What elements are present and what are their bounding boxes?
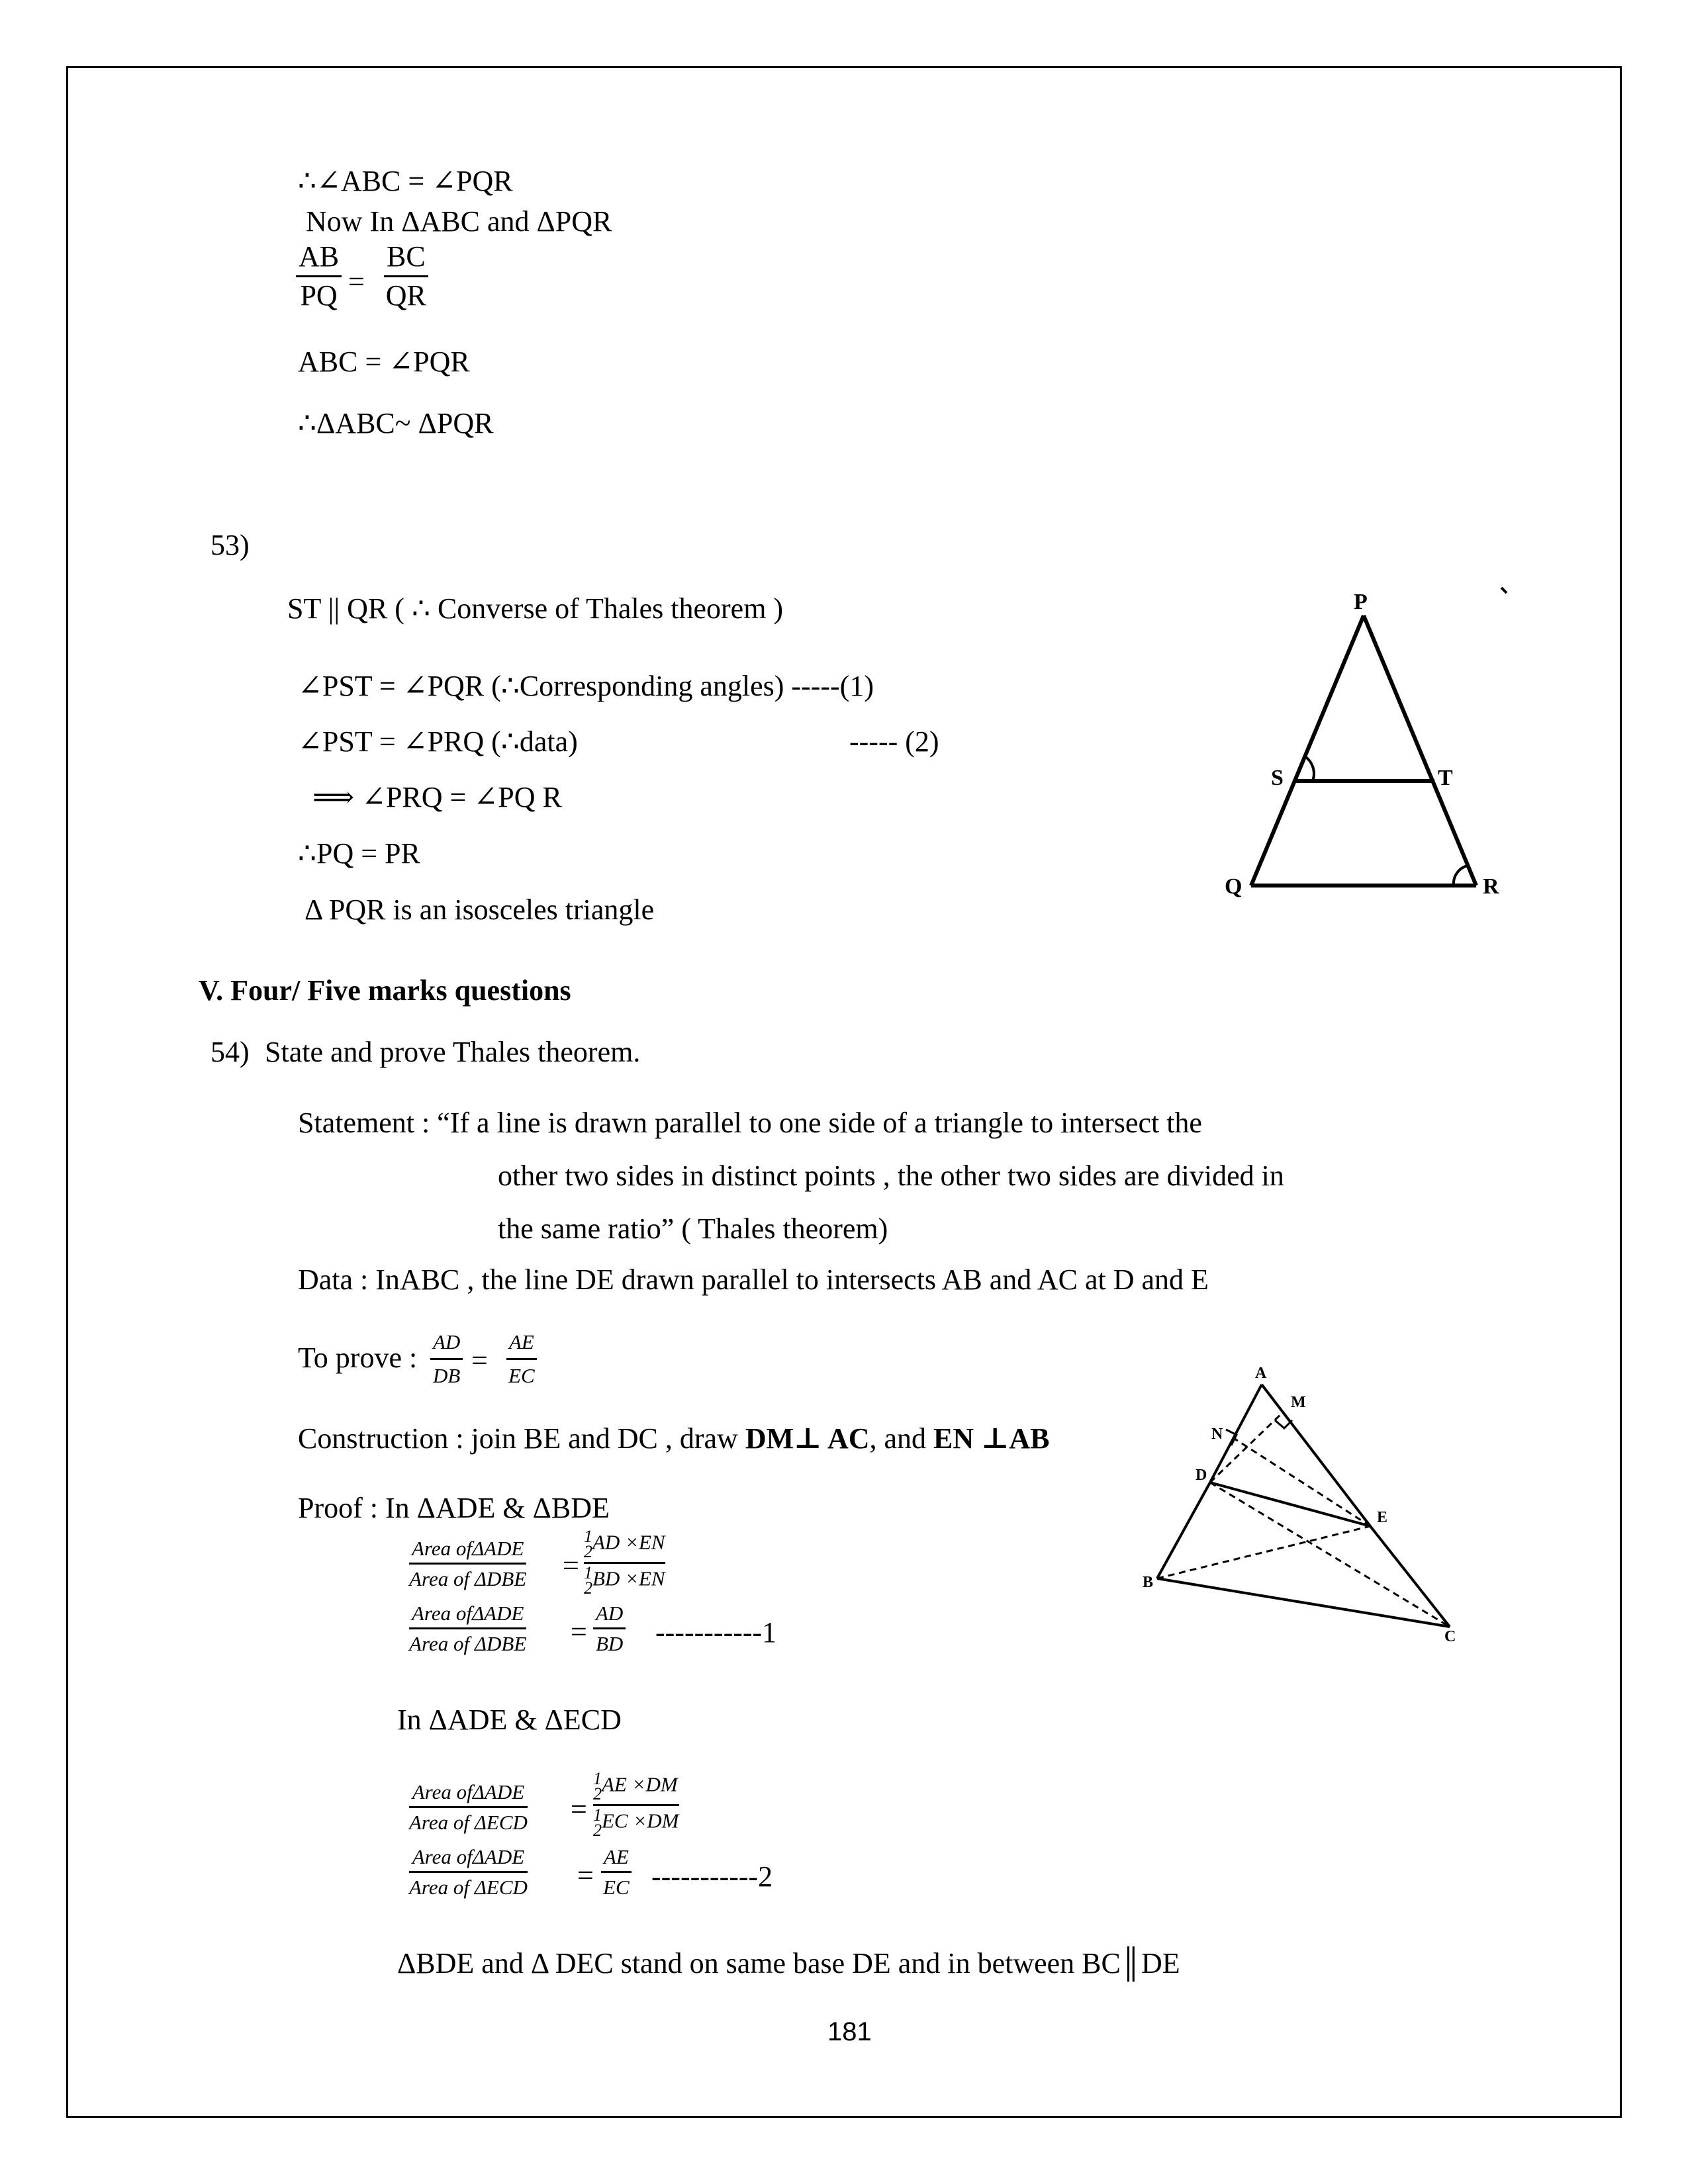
q54-title: State and prove Thales theorem. (265, 1036, 641, 1068)
segment-de (1210, 1482, 1370, 1526)
segment-db (1157, 1482, 1210, 1578)
p2-equals: = (571, 1615, 587, 1648)
right-angle-m (1275, 1420, 1292, 1428)
label-r: R (1483, 874, 1499, 899)
label-m: M (1291, 1394, 1306, 1411)
page-number: 181 (827, 2017, 872, 2046)
p2-left-frac: Area ofΔADE Area of ΔDBE (409, 1602, 527, 1655)
statement-line-1: Statement : “If a line is drawn parallel to one side of a triangle to intersect the (298, 1107, 1202, 1139)
to-prove-frac-2: $\frac{AE}{EC}$ (506, 1330, 537, 1388)
equals-sign: = (348, 265, 365, 298)
triangle-pqr-figure (1205, 582, 1523, 907)
label-t: T (1438, 766, 1453, 790)
fraction-bc-qr: $\frac{BC}{QR}$ (384, 242, 428, 310)
segment-ae (1262, 1385, 1370, 1526)
label-b: B (1143, 1574, 1154, 1591)
angle-r-arc (1454, 866, 1468, 886)
label-s: S (1271, 766, 1284, 790)
fraction-ab-pq: $\frac{AB}{PQ}$ (296, 242, 342, 310)
p1-equals: = (563, 1549, 579, 1582)
label-d: D (1196, 1467, 1207, 1484)
statement-line-2: other two sides in distinct points , the other two sides are divided in (498, 1160, 1284, 1192)
dashed-en (1233, 1437, 1370, 1526)
dashed-be (1157, 1526, 1370, 1578)
label-p: P (1354, 590, 1368, 614)
to-prove-label: To prove : (298, 1342, 418, 1374)
to-prove-frac-1: $\frac{AD}{DB}$ (430, 1330, 463, 1388)
p4-tag: -----------2 (651, 1860, 773, 1893)
line-abc-pqr: ABC = ∠PQR (298, 345, 470, 378)
p3-equals: = (571, 1793, 587, 1825)
to-prove-equals: = (471, 1344, 488, 1377)
p3-right-frac: 1 2AE ×DM 1 2EC ×DM (593, 1769, 679, 1841)
p2-tag: -----------1 (655, 1616, 777, 1649)
line-angle-abc: ∴∠ABC = ∠PQR (298, 165, 513, 197)
question-53-number: 53) (211, 529, 250, 561)
p4-equals: = (577, 1859, 594, 1891)
construction-line: Construction : join BE and DC , draw DM⊥ AC, and EN ⊥AB (298, 1422, 1050, 1455)
p1-right-frac: 1 2AD ×EN 1 2BD ×EN (584, 1527, 665, 1598)
section-heading: V. Four/ Five marks questions (199, 974, 571, 1007)
q53-line-1: ST || QR ( ∴ Converse of Thales theorem ) (287, 592, 784, 625)
q53-line-2: ∠PST = ∠PQR (∴Corresponding angles) -----(1) (298, 670, 874, 702)
segment-bc (1157, 1578, 1450, 1627)
side-pr (1364, 615, 1476, 886)
p3-left-frac: Area ofΔADE Area of ΔECD (409, 1780, 528, 1834)
dashed-dc (1210, 1482, 1450, 1627)
label-c: C (1444, 1628, 1456, 1645)
proof-line: Proof : In ΔADE & ΔBDE (298, 1492, 610, 1524)
label-e: E (1377, 1509, 1388, 1526)
q53-line-4: ⟹ ∠PRQ = ∠PQ R (312, 781, 562, 813)
q53-line-6: Δ PQR is an isosceles triangle (305, 893, 655, 926)
p2-right-frac: $\frac{AD}{BD}$ (593, 1602, 626, 1656)
stray-mark (1501, 588, 1507, 593)
q53-line-5: ∴PQ = PR (298, 837, 420, 870)
segment-ec (1370, 1526, 1450, 1627)
label-a: A (1255, 1365, 1267, 1382)
p4-right-frac: $\frac{AE}{EC}$ (601, 1845, 632, 1899)
q53-line-3: ∠PST = ∠PRQ (∴data) (298, 725, 578, 758)
label-n: N (1211, 1426, 1223, 1443)
label-q: Q (1225, 874, 1243, 899)
data-line: Data : InABC , the line DE drawn parallel to intersects AB and AC at D and E (298, 1263, 1209, 1296)
p4-left-frac: Area ofΔADE Area of ΔECD (409, 1845, 528, 1899)
line-now-in: Now In ΔABC and ΔPQR (306, 205, 612, 238)
question-54-number: 54) (211, 1036, 250, 1068)
p1-left-frac: Area ofΔADE Area of ΔDBE (409, 1537, 527, 1590)
q53-line-3-tag: ----- (2) (849, 725, 939, 758)
last-line: ΔBDE and Δ DEC stand on same base DE and in between BC║DE (397, 1947, 1180, 1979)
in-ade-ecd: In ΔADE & ΔECD (397, 1704, 622, 1736)
side-pq (1251, 615, 1364, 886)
line-similar: ∴ΔABC~ ΔPQR (298, 407, 494, 439)
thales-figure (1139, 1350, 1483, 1655)
statement-line-3: the same ratio” ( Thales theorem) (498, 1212, 888, 1245)
